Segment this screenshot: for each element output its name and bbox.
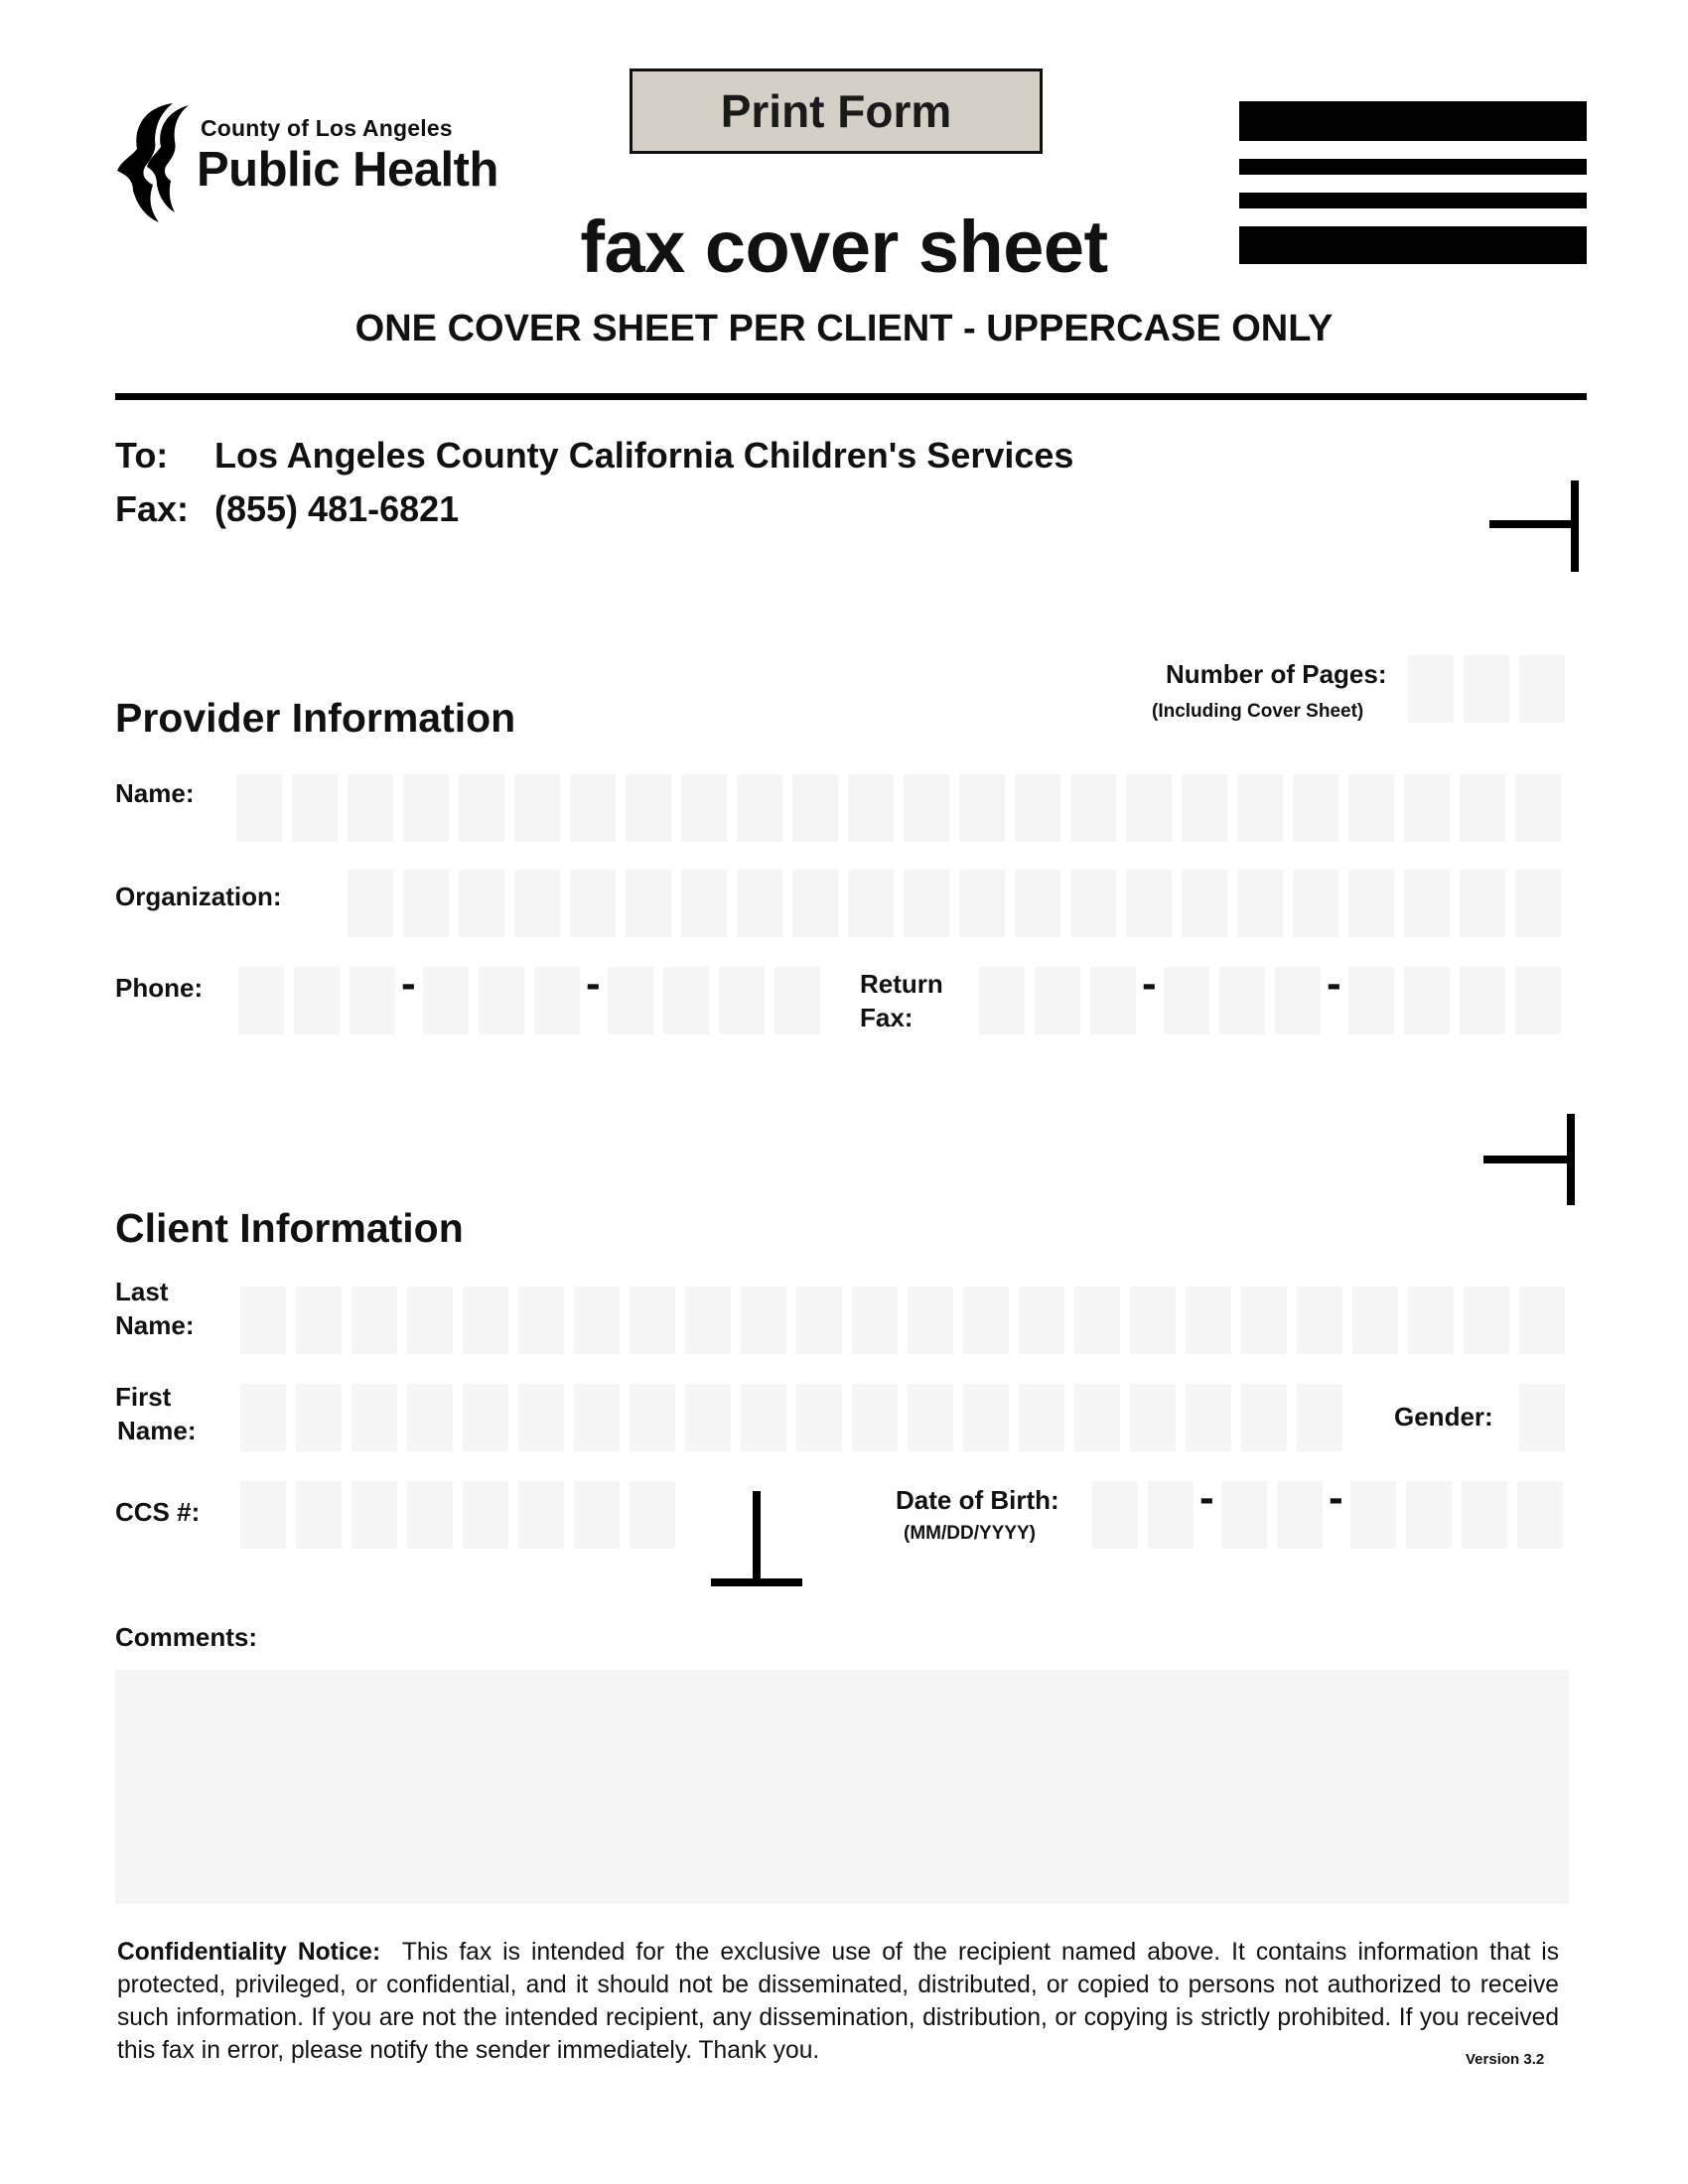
char-box[interactable] [741,1384,786,1451]
char-box[interactable] [1515,967,1561,1034]
char-box[interactable] [348,774,393,842]
separator-dash: - [586,959,601,1008]
char-box[interactable] [1462,1481,1507,1549]
char-box[interactable] [626,870,671,937]
char-box[interactable] [1404,774,1450,842]
dob-format-label: (MM/DD/YYYY) [904,1523,1036,1544]
char-box[interactable] [1293,774,1338,842]
separator-dash: - [1327,959,1341,1008]
char-box[interactable] [1408,655,1454,723]
char-box[interactable] [852,1287,898,1354]
char-box[interactable] [1035,967,1080,1034]
char-box[interactable] [407,1481,453,1549]
char-box[interactable] [963,1384,1009,1451]
char-box[interactable] [238,967,284,1034]
first-name-label-line2: Name: [117,1416,197,1445]
page-title: fax cover sheet [580,205,1108,288]
char-box[interactable] [570,774,616,842]
fax-bar-1 [1239,101,1587,141]
version-label: Version 3.2 [1466,2051,1545,2068]
char-box[interactable] [1293,870,1338,937]
char-box[interactable] [463,1287,508,1354]
phone-label: Phone: [115,973,204,1003]
char-box[interactable] [1164,967,1209,1034]
char-box[interactable] [741,1287,786,1354]
notice-heading: Confidentiality Notice: [117,1939,381,1966]
char-box[interactable] [796,1287,842,1354]
char-box[interactable] [534,967,580,1034]
char-box[interactable] [479,967,524,1034]
char-box[interactable] [1348,967,1394,1034]
to-label: To: [115,435,169,476]
char-box[interactable] [352,1481,397,1549]
char-box[interactable] [423,967,469,1034]
to-row [115,435,1073,477]
char-box[interactable] [1126,870,1172,937]
char-box[interactable] [792,870,838,937]
registration-mark-1-horizontal [1489,520,1579,528]
char-box[interactable] [518,1481,564,1549]
char-box[interactable] [403,774,449,842]
char-box[interactable] [1237,870,1283,937]
char-box[interactable] [1237,774,1283,842]
char-box[interactable] [240,1287,286,1354]
char-box[interactable] [296,1287,342,1354]
pages-label: Number of Pages: [1166,659,1387,689]
char-box[interactable] [348,870,393,937]
char-box[interactable] [963,1287,1009,1354]
char-box[interactable] [1460,870,1505,937]
char-box[interactable] [1352,1287,1398,1354]
char-box[interactable] [774,967,820,1034]
char-box[interactable] [1130,1384,1176,1451]
char-box[interactable] [1348,774,1394,842]
char-box[interactable] [681,870,727,937]
return-fax-label-line2: Fax: [860,1003,914,1032]
char-box[interactable] [848,774,894,842]
char-box[interactable] [979,967,1025,1034]
char-box[interactable] [1515,870,1561,937]
char-box[interactable] [626,774,671,842]
char-box[interactable] [1404,870,1450,937]
fax-row [115,488,459,530]
gender-label: Gender: [1394,1402,1493,1432]
char-box[interactable] [1019,1287,1064,1354]
char-box[interactable] [1241,1384,1287,1451]
char-box[interactable] [681,774,727,842]
char-box[interactable] [904,870,949,937]
char-box[interactable] [407,1384,453,1451]
char-box[interactable] [1464,655,1509,723]
header-divider [115,393,1587,400]
char-box[interactable] [463,1384,508,1451]
char-box[interactable] [1186,1384,1231,1451]
separator-dash: - [1142,959,1157,1008]
char-box[interactable] [518,1384,564,1451]
char-box[interactable] [630,1384,675,1451]
char-box[interactable] [1221,1481,1267,1549]
char-box[interactable] [1297,1287,1342,1354]
to-value: Los Angeles County California Children's Services [214,435,1074,476]
char-box[interactable] [236,774,282,842]
page-subtitle: ONE COVER SHEET PER CLIENT - UPPERCASE ONLY [354,308,1334,349]
char-box[interactable] [1074,1384,1120,1451]
separator-dash: - [1199,1473,1214,1522]
registration-mark-3-vertical [753,1491,761,1586]
ccs-label: CCS #: [115,1497,201,1527]
char-box[interactable] [403,870,449,937]
char-box[interactable] [737,774,782,842]
char-box[interactable] [1219,967,1265,1034]
organization-label: Organization: [115,882,282,911]
char-box[interactable] [1182,774,1227,842]
separator-dash: - [401,959,416,1008]
comments-input[interactable] [115,1670,1569,1904]
char-box[interactable] [848,870,894,937]
char-box[interactable] [1350,1481,1396,1549]
char-box[interactable] [294,967,340,1034]
char-box[interactable] [908,1384,953,1451]
char-box[interactable] [1070,774,1116,842]
char-box[interactable] [685,1384,731,1451]
char-box[interactable] [1408,1287,1454,1354]
char-box[interactable] [574,1287,620,1354]
char-box[interactable] [1348,870,1394,937]
last-name-label-line2: Name: [115,1310,195,1340]
char-box[interactable] [1275,967,1321,1034]
char-box[interactable] [959,870,1005,937]
char-box[interactable] [1070,870,1116,937]
dob-label: Date of Birth: [896,1485,1059,1515]
char-box[interactable] [1515,774,1561,842]
char-box[interactable] [663,967,709,1034]
char-box[interactable] [459,870,504,937]
char-box[interactable] [719,967,765,1034]
fax-bar-2 [1239,159,1587,175]
char-box[interactable] [240,1384,286,1451]
char-box[interactable] [1186,1287,1231,1354]
char-box[interactable] [463,1481,508,1549]
char-box[interactable] [608,967,653,1034]
char-box[interactable] [1460,774,1505,842]
char-box[interactable] [1241,1287,1287,1354]
char-box[interactable] [407,1287,453,1354]
char-box[interactable] [1126,774,1172,842]
logo-county-text: County of Los Angeles [201,115,453,141]
registration-mark-2-horizontal [1483,1156,1575,1163]
char-box[interactable] [459,774,504,842]
char-box[interactable] [296,1481,342,1549]
char-box[interactable] [240,1481,286,1549]
return-fax-label-line1: Return [860,969,943,999]
char-box[interactable] [574,1384,620,1451]
char-box[interactable] [630,1287,675,1354]
char-box[interactable] [1015,870,1060,937]
char-box[interactable] [518,1287,564,1354]
char-box[interactable] [292,774,338,842]
char-box[interactable] [1519,1287,1565,1354]
char-box[interactable] [1092,1481,1138,1549]
char-box[interactable] [792,774,838,842]
char-box[interactable] [908,1287,953,1354]
char-box[interactable] [1074,1287,1120,1354]
char-box[interactable] [352,1287,397,1354]
registration-mark-3-horizontal [711,1578,802,1586]
char-box[interactable] [570,870,616,937]
char-box[interactable] [350,967,395,1034]
first-name-label-line1: First [115,1382,172,1412]
char-box[interactable] [1148,1481,1194,1549]
char-box[interactable] [630,1481,675,1549]
char-box[interactable] [1182,870,1227,937]
char-box[interactable] [1015,774,1060,842]
last-name-label-line1: Last [115,1277,169,1306]
char-box[interactable] [796,1384,842,1451]
char-box[interactable] [685,1287,731,1354]
logo-public-health-text: Public Health [197,143,498,197]
separator-dash: - [1329,1473,1343,1522]
char-box[interactable] [959,774,1005,842]
char-box[interactable] [1019,1384,1064,1451]
char-box[interactable] [1517,1481,1563,1549]
char-box[interactable] [852,1384,898,1451]
char-box[interactable] [296,1384,342,1451]
char-box[interactable] [574,1481,620,1549]
provider-name-label: Name: [115,778,195,808]
char-box[interactable] [1130,1287,1176,1354]
char-box[interactable] [1404,967,1450,1034]
notice-body: This fax is intended for the exclusive use of the recipient named above. It contains information that is protected, privileged, or confidential, and it should not be disseminated, distributed, or copied to persons not authorized to receive such information. If you are not the intended recipient, any dissemination, distribution, or copying is strictly prohibited. If you received this fax in error, please notify the sender immediately. Thank you. [117,1939,1559,2064]
char-box[interactable] [1090,967,1136,1034]
char-box[interactable] [1460,967,1505,1034]
fax-label: Fax: [115,488,190,529]
char-box[interactable] [1519,1384,1565,1451]
char-box[interactable] [1519,655,1565,723]
char-box[interactable] [1464,1287,1509,1354]
client-section-title: Client Information [115,1205,464,1251]
char-box[interactable] [737,870,782,937]
char-box[interactable] [514,870,560,937]
fax-value: (855) 481-6821 [214,488,460,529]
char-box[interactable] [1277,1481,1323,1549]
char-box[interactable] [1406,1481,1452,1549]
char-box[interactable] [1297,1384,1342,1451]
confidentiality-notice [117,1936,1559,2067]
char-box[interactable] [514,774,560,842]
print-form-button[interactable]: Print Form [630,68,1043,154]
pages-sublabel: (Including Cover Sheet) [1152,701,1364,722]
char-box[interactable] [352,1384,397,1451]
char-box[interactable] [904,774,949,842]
provider-section-title: Provider Information [115,695,516,741]
comments-label: Comments: [115,1622,258,1652]
